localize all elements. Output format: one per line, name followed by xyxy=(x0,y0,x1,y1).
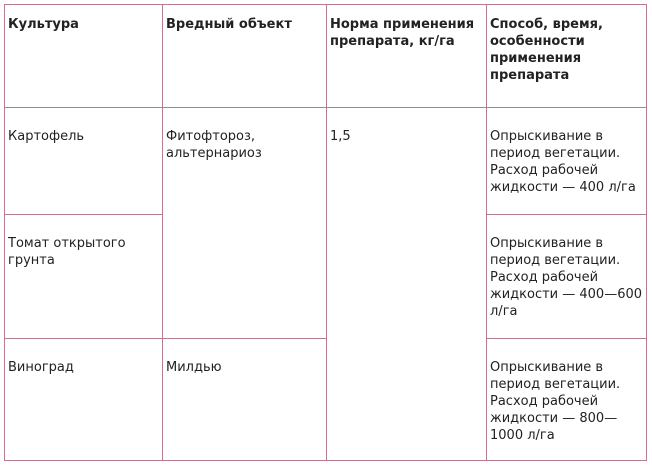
cell-crop: Томат открытого грунта xyxy=(5,215,163,339)
table-row xyxy=(5,339,647,461)
cell-method: Опрыскивание в период вегетации. Расход рабочей жидкости — 400 л/га xyxy=(487,108,647,215)
header-rate: Норма применения препарата, кг/га xyxy=(327,5,487,108)
header-method: Способ, время, особенности применения препарата xyxy=(487,5,647,108)
cell-crop: Картофель xyxy=(5,108,163,215)
header-crop: Культура xyxy=(5,5,163,108)
cell-method: Опрыскивание в период вегетации. Расход рабочей жидкости — 800—1000 л/га xyxy=(487,339,647,461)
cell-pest: Фитофтороз, альтернариоз xyxy=(163,108,327,339)
cell-pest: Милдью xyxy=(163,339,327,461)
cell-method: Опрыскивание в период вегетации. Расход рабочей жидкости — 400—600 л/га xyxy=(487,215,647,339)
table-header-row xyxy=(5,5,647,108)
pesticide-application-table xyxy=(4,4,647,461)
cell-crop: Виноград xyxy=(5,339,163,461)
table-row xyxy=(5,108,647,215)
header-pest: Вредный объект xyxy=(163,5,327,108)
cell-rate: 1,5 xyxy=(327,108,487,461)
